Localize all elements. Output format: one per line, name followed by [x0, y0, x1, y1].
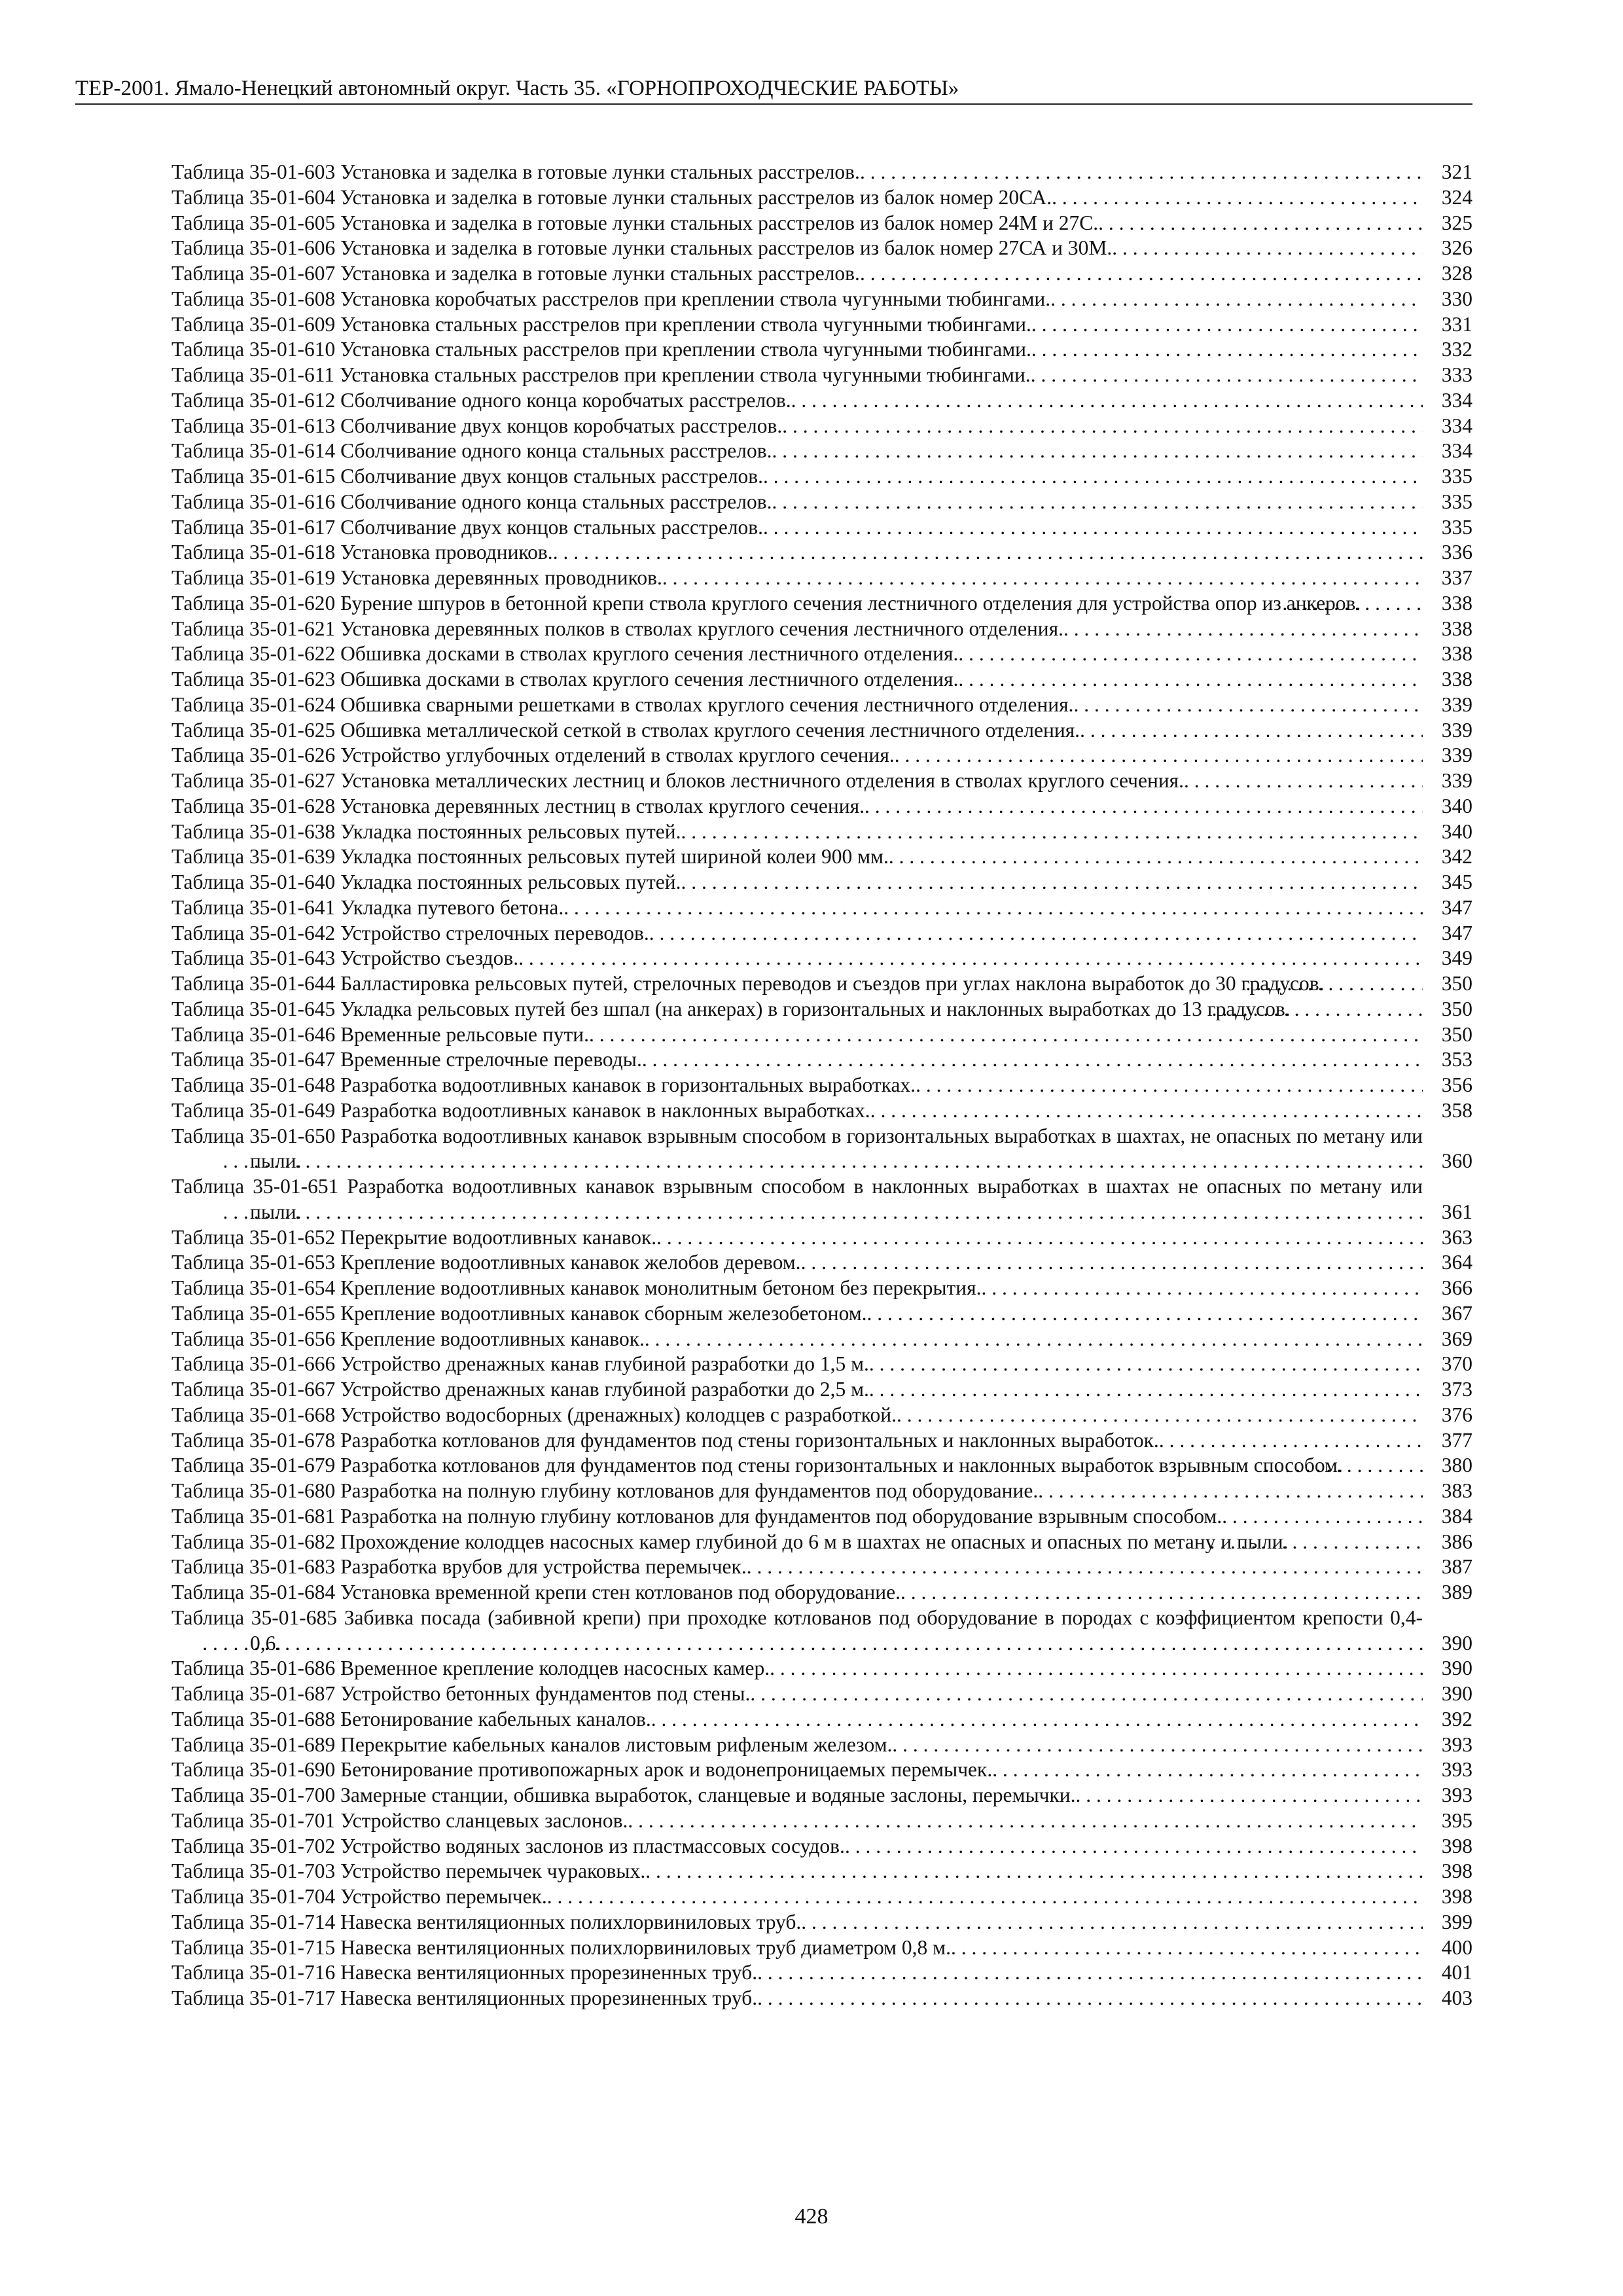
toc-entry	[171, 236, 1472, 261]
toc-entry-page: 390	[1441, 1682, 1472, 1705]
toc-entry-title: Таблица 35-01-640 Укладка постоянных рельсовых путей. . . .	[171, 870, 1423, 895]
toc-entry-page: 395	[1441, 1808, 1472, 1832]
toc-entry	[171, 1960, 1472, 1986]
toc-entry	[171, 667, 1472, 692]
toc-entry-page: 338	[1441, 617, 1472, 640]
toc-entry-page: 364	[1441, 1251, 1472, 1274]
toc-entry-title: Таблица 35-01-641 Укладка путевого бетона. . . .	[171, 895, 1423, 921]
toc-entry	[171, 921, 1472, 946]
toc-entry-title: Таблица 35-01-642 Устройство стрелочных переводов. . . .	[171, 921, 1423, 946]
toc-entry-title: Таблица 35-01-617 Сболчивание двух концов стальных расстрелов. . . .	[171, 515, 1423, 541]
toc-entry-title: Таблица 35-01-651 Разработка водоотливных канавок взрывным способом в наклонных выработках в шахтах не опасных по метану или пыли. . . .	[171, 1174, 1423, 1225]
toc-entry-page: 400	[1441, 1935, 1472, 1959]
toc-entry-title: Таблица 35-01-616 Сболчивание одного конца стальных расстрелов. . . .	[171, 490, 1423, 515]
toc-entry-page: 356	[1441, 1073, 1472, 1096]
toc-entry-page: 328	[1441, 262, 1472, 285]
toc-entry-page: 334	[1441, 439, 1472, 463]
toc-entry	[171, 1910, 1472, 1935]
toc-entry-title: Таблица 35-01-628 Установка деревянных лестниц в стволах круглого сечения. . . .	[171, 794, 1423, 819]
toc-entry	[171, 287, 1472, 312]
toc-entry	[171, 1453, 1472, 1479]
toc-entry-title: Таблица 35-01-603 Установка и заделка в готовые лунки стальных расстрелов. . . .	[171, 160, 1423, 185]
toc-entry-title: Таблица 35-01-689 Перекрытие кабельных каналов листовым рифленым железом. . . .	[171, 1732, 1423, 1758]
toc-entry	[171, 870, 1472, 895]
toc-entry	[171, 819, 1472, 845]
toc-entry-title: Таблица 35-01-653 Крепление водоотливных канавок желобов деревом. . . .	[171, 1250, 1423, 1276]
toc-entry	[171, 1352, 1472, 1377]
toc-entry-title: Таблица 35-01-688 Бетонирование кабельных каналов. . . .	[171, 1707, 1423, 1732]
toc-entry-title: Таблица 35-01-649 Разработка водоотливных канавок в наклонных выработках. . . .	[171, 1098, 1423, 1124]
toc-entry-page: 361	[1441, 1200, 1472, 1223]
toc-entry-title: Таблица 35-01-703 Устройство перемычек чураковых. . . .	[171, 1859, 1423, 1884]
toc-entry-page: 331	[1441, 312, 1472, 336]
toc-entry	[171, 971, 1472, 997]
toc-entry-title: Таблица 35-01-646 Временные рельсовые пути. . . .	[171, 1022, 1423, 1048]
toc-entry-title: Таблица 35-01-681 Разработка на полную глубину котлованов для фундаментов под оборудование взрывным способом. . . .	[171, 1504, 1423, 1530]
toc-entry-title: Таблица 35-01-648 Разработка водоотливных канавок в горизонтальных выработках. . . .	[171, 1073, 1423, 1098]
toc-entry-page: 325	[1441, 211, 1472, 234]
toc-entry-page: 384	[1441, 1504, 1472, 1528]
toc-entry-page: 345	[1441, 870, 1472, 893]
toc-entry	[171, 743, 1472, 768]
table-of-contents	[171, 160, 1472, 2011]
toc-entry-title: Таблица 35-01-627 Установка металлических лестниц и блоков лестничного отделения в стволах круглого сечения. . . .	[171, 768, 1423, 794]
toc-entry	[171, 1605, 1472, 1657]
toc-entry	[171, 844, 1472, 870]
toc-entry	[171, 1580, 1472, 1605]
toc-entry-page: 336	[1441, 541, 1472, 564]
toc-entry-page: 373	[1441, 1378, 1472, 1401]
toc-entry-page: 387	[1441, 1555, 1472, 1579]
toc-entry-title: Таблица 35-01-678 Разработка котлованов для фундаментов под стены горизонтальных и наклонных выработок. . . .	[171, 1428, 1423, 1454]
toc-entry-title: Таблица 35-01-612 Сболчивание одного конца коробчатых расстрелов. . . .	[171, 388, 1423, 414]
toc-entry-title: Таблица 35-01-684 Установка временной крепи стен котлованов под оборудование. . . .	[171, 1580, 1423, 1605]
toc-entry	[171, 337, 1472, 363]
toc-entry-page: 358	[1441, 1098, 1472, 1122]
toc-entry-title: Таблица 35-01-608 Установка коробчатых расстрелов при креплении ствола чугунными тюбингами. . . .	[171, 287, 1423, 312]
toc-entry-title: Таблица 35-01-605 Установка и заделка в готовые лунки стальных расстрелов из балок номер 24М и 27С. . . .	[171, 211, 1423, 236]
toc-entry	[171, 1554, 1472, 1580]
toc-entry	[171, 1174, 1472, 1225]
toc-entry	[171, 1504, 1472, 1530]
toc-entry-title: Таблица 35-01-645 Укладка рельсовых путей без шпал (на анкерах) в горизонтальных и наклонных выработках до 13 градусов. . . .	[171, 997, 1423, 1022]
toc-entry	[171, 1884, 1472, 1910]
toc-entry-title: Таблица 35-01-715 Навеска вентиляционных полихлорвиниловых труб диаметром 0,8 м. . . .	[171, 1935, 1423, 1961]
toc-entry	[171, 1834, 1472, 1859]
toc-entry-page: 393	[1441, 1732, 1472, 1756]
toc-entry-page: 390	[1441, 1631, 1472, 1655]
toc-entry-page: 398	[1441, 1834, 1472, 1857]
toc-entry	[171, 1327, 1472, 1352]
toc-entry-page: 350	[1441, 972, 1472, 995]
toc-entry	[171, 1073, 1472, 1098]
toc-entry	[171, 261, 1472, 287]
toc-entry	[171, 895, 1472, 921]
toc-entry-page: 377	[1441, 1428, 1472, 1452]
toc-entry-page: 339	[1441, 744, 1472, 767]
toc-entry-page: 347	[1441, 895, 1472, 919]
toc-entry-page: 339	[1441, 718, 1472, 742]
toc-entry-page: 330	[1441, 287, 1472, 310]
toc-entry	[171, 388, 1472, 414]
toc-entry-page: 335	[1441, 490, 1472, 513]
toc-entry-title: Таблица 35-01-625 Обшивка металлической сеткой в стволах круглого сечения лестничного отделения. . . .	[171, 718, 1423, 744]
toc-entry	[171, 946, 1472, 971]
toc-entry	[171, 1859, 1472, 1884]
toc-entry	[171, 1403, 1472, 1428]
toc-entry-page: 403	[1441, 1986, 1472, 2009]
toc-entry-page: 333	[1441, 363, 1472, 386]
toc-entry-title: Таблица 35-01-604 Установка и заделка в готовые лунки стальных расстрелов из балок номер 20СА. . . .	[171, 185, 1423, 211]
toc-entry-page: 335	[1441, 465, 1472, 488]
toc-entry-title: Таблица 35-01-620 Бурение шпуров в бетонной крепи ствола круглого сечения лестничного отделения для устройства опор из анкеров. . . .	[171, 591, 1423, 617]
toc-entry	[171, 1479, 1472, 1504]
toc-entry-title: Таблица 35-01-606 Установка и заделка в готовые лунки стальных расстрелов из балок номер 27СА и 30М. . . .	[171, 236, 1423, 261]
toc-entry-page: 335	[1441, 515, 1472, 539]
toc-entry	[171, 439, 1472, 464]
toc-entry-page: 401	[1441, 1961, 1472, 1984]
toc-entry-page: 399	[1441, 1910, 1472, 1933]
toc-entry	[171, 1301, 1472, 1327]
toc-entry-title: Таблица 35-01-702 Устройство водяных заслонов из пластмассовых сосудов. . . .	[171, 1834, 1423, 1859]
toc-entry-title: Таблица 35-01-717 Навеска вентиляционных прорезиненных труб. . . .	[171, 1986, 1423, 2011]
toc-entry-title: Таблица 35-01-667 Устройство дренажных канав глубиной разработки до 2,5 м. . . .	[171, 1377, 1423, 1403]
toc-entry-title: Таблица 35-01-682 Прохождение колодцев насосных камер глубиной до 6 м в шахтах не опасных и опасных по метану и пыли. . . .	[171, 1530, 1423, 1555]
toc-entry	[171, 1656, 1472, 1681]
toc-entry-title: Таблица 35-01-644 Балластировка рельсовых путей, стрелочных переводов и съездов при углах наклона выработок до 30 градусов. . . .	[171, 971, 1423, 997]
toc-entry	[171, 641, 1472, 667]
toc-entry-title: Таблица 35-01-615 Сболчивание двух концов стальных расстрелов. . . .	[171, 464, 1423, 490]
toc-entry-page: 353	[1441, 1048, 1472, 1071]
toc-entry	[171, 1022, 1472, 1048]
toc-entry-page: 366	[1441, 1276, 1472, 1299]
toc-entry-title: Таблица 35-01-639 Укладка постоянных рельсовых путей шириной колеи 900 мм. . . .	[171, 844, 1423, 870]
toc-entry-title: Таблица 35-01-643 Устройство съездов. . . .	[171, 946, 1423, 971]
toc-entry-page: 321	[1441, 160, 1472, 183]
toc-entry	[171, 997, 1472, 1022]
toc-entry	[171, 1047, 1472, 1073]
toc-entry-page: 350	[1441, 1022, 1472, 1046]
toc-entry-title: Таблица 35-01-679 Разработка котлованов для фундаментов под стены горизонтальных и наклонных выработок взрывным способом. . . .	[171, 1453, 1423, 1479]
toc-entry-title: Таблица 35-01-622 Обшивка досками в стволах круглого сечения лестничного отделения. . . .	[171, 641, 1423, 667]
toc-entry-title: Таблица 35-01-611 Установка стальных расстрелов при креплении ствола чугунными тюбингами. . . .	[171, 363, 1423, 388]
toc-entry-page: 393	[1441, 1758, 1472, 1782]
toc-entry	[171, 1935, 1472, 1961]
toc-entry-page: 338	[1441, 668, 1472, 691]
toc-entry-page: 324	[1441, 185, 1472, 209]
toc-entry-page: 338	[1441, 591, 1472, 615]
toc-entry	[171, 591, 1472, 617]
toc-entry	[171, 1808, 1472, 1834]
page-number: 428	[794, 2204, 829, 2229]
toc-entry-page: 360	[1441, 1149, 1472, 1173]
toc-entry-page: 326	[1441, 236, 1472, 260]
page-header: ТЕР-2001. Ямало-Ненецкий автономный округ. Часть 35. «ГОРНОПРОХОДЧЕСКИЕ РАБОТЫ»	[75, 75, 1472, 105]
toc-entry	[171, 1098, 1472, 1124]
toc-entry-title: Таблица 35-01-666 Устройство дренажных канав глубиной разработки до 1,5 м. . . .	[171, 1352, 1423, 1377]
toc-entry-title: Таблица 35-01-714 Навеска вентиляционных полихлорвиниловых труб. . . .	[171, 1910, 1423, 1935]
toc-entry	[171, 1986, 1472, 2011]
toc-entry-page: 340	[1441, 794, 1472, 817]
toc-entry-page: 380	[1441, 1454, 1472, 1477]
toc-entry-page: 393	[1441, 1784, 1472, 1806]
toc-entry-title: Таблица 35-01-624 Обшивка сварными решетками в стволах круглого сечения лестничного отделения. . . .	[171, 692, 1423, 718]
toc-entry-title: Таблица 35-01-704 Устройство перемычек. . . .	[171, 1884, 1423, 1910]
toc-entry-page: 376	[1441, 1403, 1472, 1426]
toc-entry-page: 390	[1441, 1657, 1472, 1680]
toc-entry	[171, 211, 1472, 236]
toc-entry-page: 338	[1441, 642, 1472, 666]
toc-entry-page: 398	[1441, 1859, 1472, 1883]
toc-entry-page: 337	[1441, 566, 1472, 589]
toc-entry-page: 350	[1441, 997, 1472, 1020]
toc-entry-page: 383	[1441, 1479, 1472, 1502]
toc-entry	[171, 1707, 1472, 1732]
toc-entry	[171, 1250, 1472, 1276]
toc-entry	[171, 1124, 1472, 1175]
toc-entry	[171, 464, 1472, 490]
toc-entry	[171, 1276, 1472, 1301]
toc-entry-title: Таблица 35-01-650 Разработка водоотливных канавок взрывным способом в горизонтальных выработках в шахтах, не опасных по метану или пыли. . . .	[171, 1124, 1423, 1175]
toc-entry-title: Таблица 35-01-609 Установка стальных расстрелов при креплении ствола чугунными тюбингами. . . .	[171, 312, 1423, 338]
toc-entry-page: 389	[1441, 1581, 1472, 1604]
toc-entry-title: Таблица 35-01-701 Устройство сланцевых заслонов. . . .	[171, 1808, 1423, 1834]
toc-entry	[171, 515, 1472, 541]
toc-entry-title: Таблица 35-01-652 Перекрытие водоотливных канавок. . . .	[171, 1225, 1423, 1251]
toc-entry-page: 339	[1441, 769, 1472, 792]
toc-entry	[171, 1377, 1472, 1403]
toc-entry-title: Таблица 35-01-613 Сболчивание двух концов коробчатых расстрелов. . . .	[171, 414, 1423, 439]
toc-entry	[171, 363, 1472, 388]
toc-entry	[171, 794, 1472, 819]
toc-entry-title: Таблица 35-01-626 Устройство углубочных отделений в стволах круглого сечения. . . .	[171, 743, 1423, 768]
toc-entry	[171, 312, 1472, 338]
toc-entry-page: 398	[1441, 1885, 1472, 1908]
toc-entry-page: 386	[1441, 1530, 1472, 1553]
toc-entry	[171, 160, 1472, 185]
toc-entry	[171, 1225, 1472, 1251]
toc-entry-title: Таблица 35-01-638 Укладка постоянных рельсовых путей. . . .	[171, 819, 1423, 845]
toc-entry-title: Таблица 35-01-700 Замерные станции, обшивка выработок, сланцевые и водяные заслоны, перемычки. . . .	[171, 1783, 1423, 1808]
toc-entry-title: Таблица 35-01-690 Бетонирование противопожарных арок и водонепроницаемых перемычек. . . .	[171, 1757, 1423, 1783]
toc-entry-title: Таблица 35-01-621 Установка деревянных полков в стволах круглого сечения лестничного отделения. . . .	[171, 617, 1423, 642]
toc-entry-page: 369	[1441, 1327, 1472, 1350]
toc-entry-page: 367	[1441, 1301, 1472, 1325]
toc-entry-title: Таблица 35-01-623 Обшивка досками в стволах круглого сечения лестничного отделения. . . .	[171, 667, 1423, 692]
toc-entry-title: Таблица 35-01-618 Установка проводников. . . .	[171, 540, 1423, 565]
toc-entry-title: Таблица 35-01-655 Крепление водоотливных канавок сборным железобетоном. . . .	[171, 1301, 1423, 1327]
toc-entry-title: Таблица 35-01-654 Крепление водоотливных канавок монолитным бетоном без перекрытия. . . .	[171, 1276, 1423, 1301]
toc-entry	[171, 1681, 1472, 1707]
toc-entry	[171, 718, 1472, 744]
toc-entry	[171, 185, 1472, 211]
toc-entry	[171, 565, 1472, 591]
toc-entry-title: Таблица 35-01-716 Навеска вентиляционных прорезиненных труб. . . .	[171, 1960, 1423, 1986]
toc-entry	[171, 1732, 1472, 1758]
toc-entry-title: Таблица 35-01-610 Установка стальных расстрелов при креплении ствола чугунными тюбингами. . . .	[171, 337, 1423, 363]
toc-entry	[171, 1428, 1472, 1454]
toc-entry	[171, 617, 1472, 642]
toc-entry-title: Таблица 35-01-687 Устройство бетонных фундаментов под стены. . . .	[171, 1681, 1423, 1707]
toc-entry	[171, 1783, 1472, 1808]
toc-entry	[171, 692, 1472, 718]
toc-entry	[171, 1530, 1472, 1555]
toc-entry-page: 349	[1441, 946, 1472, 970]
toc-entry-page: 370	[1441, 1352, 1472, 1376]
toc-entry-page: 334	[1441, 414, 1472, 437]
toc-entry	[171, 540, 1472, 565]
toc-entry-title: Таблица 35-01-614 Сболчивание одного конца стальных расстрелов. . . .	[171, 439, 1423, 464]
toc-entry-title: Таблица 35-01-686 Временное крепление колодцев насосных камер. . . .	[171, 1656, 1423, 1681]
toc-entry-page: 347	[1441, 921, 1472, 944]
toc-entry	[171, 490, 1472, 515]
toc-entry-title: Таблица 35-01-656 Крепление водоотливных канавок. . . .	[171, 1327, 1423, 1352]
toc-entry-page: 334	[1441, 388, 1472, 412]
toc-entry-page: 332	[1441, 338, 1472, 361]
toc-entry-page: 342	[1441, 845, 1472, 869]
toc-entry	[171, 1757, 1472, 1783]
toc-entry-title: Таблица 35-01-647 Временные стрелочные переводы. . . .	[171, 1047, 1423, 1073]
toc-entry-title: Таблица 35-01-668 Устройство водосборных (дренажных) колодцев с разработкой. . . .	[171, 1403, 1423, 1428]
toc-entry-page: 339	[1441, 692, 1472, 716]
toc-entry	[171, 768, 1472, 794]
toc-entry-title: Таблица 35-01-683 Разработка врубов для устройства перемычек. . . .	[171, 1554, 1423, 1580]
toc-entry-title: Таблица 35-01-619 Установка деревянных проводников. . . .	[171, 565, 1423, 591]
toc-entry-page: 363	[1441, 1225, 1472, 1249]
toc-entry-title: Таблица 35-01-680 Разработка на полную глубину котлованов для фундаментов под оборудование. . . .	[171, 1479, 1423, 1504]
toc-entry-title: Таблица 35-01-607 Установка и заделка в готовые лунки стальных расстрелов. . . .	[171, 261, 1423, 287]
toc-entry	[171, 414, 1472, 439]
toc-entry-page: 340	[1441, 819, 1472, 843]
toc-entry-page: 392	[1441, 1707, 1472, 1731]
toc-entry-title: Таблица 35-01-685 Забивка посада (забивной крепи) при проходке котлованов под оборудование в породах с коэффициентом крепости 0,4-0,6. . . .	[171, 1605, 1423, 1657]
